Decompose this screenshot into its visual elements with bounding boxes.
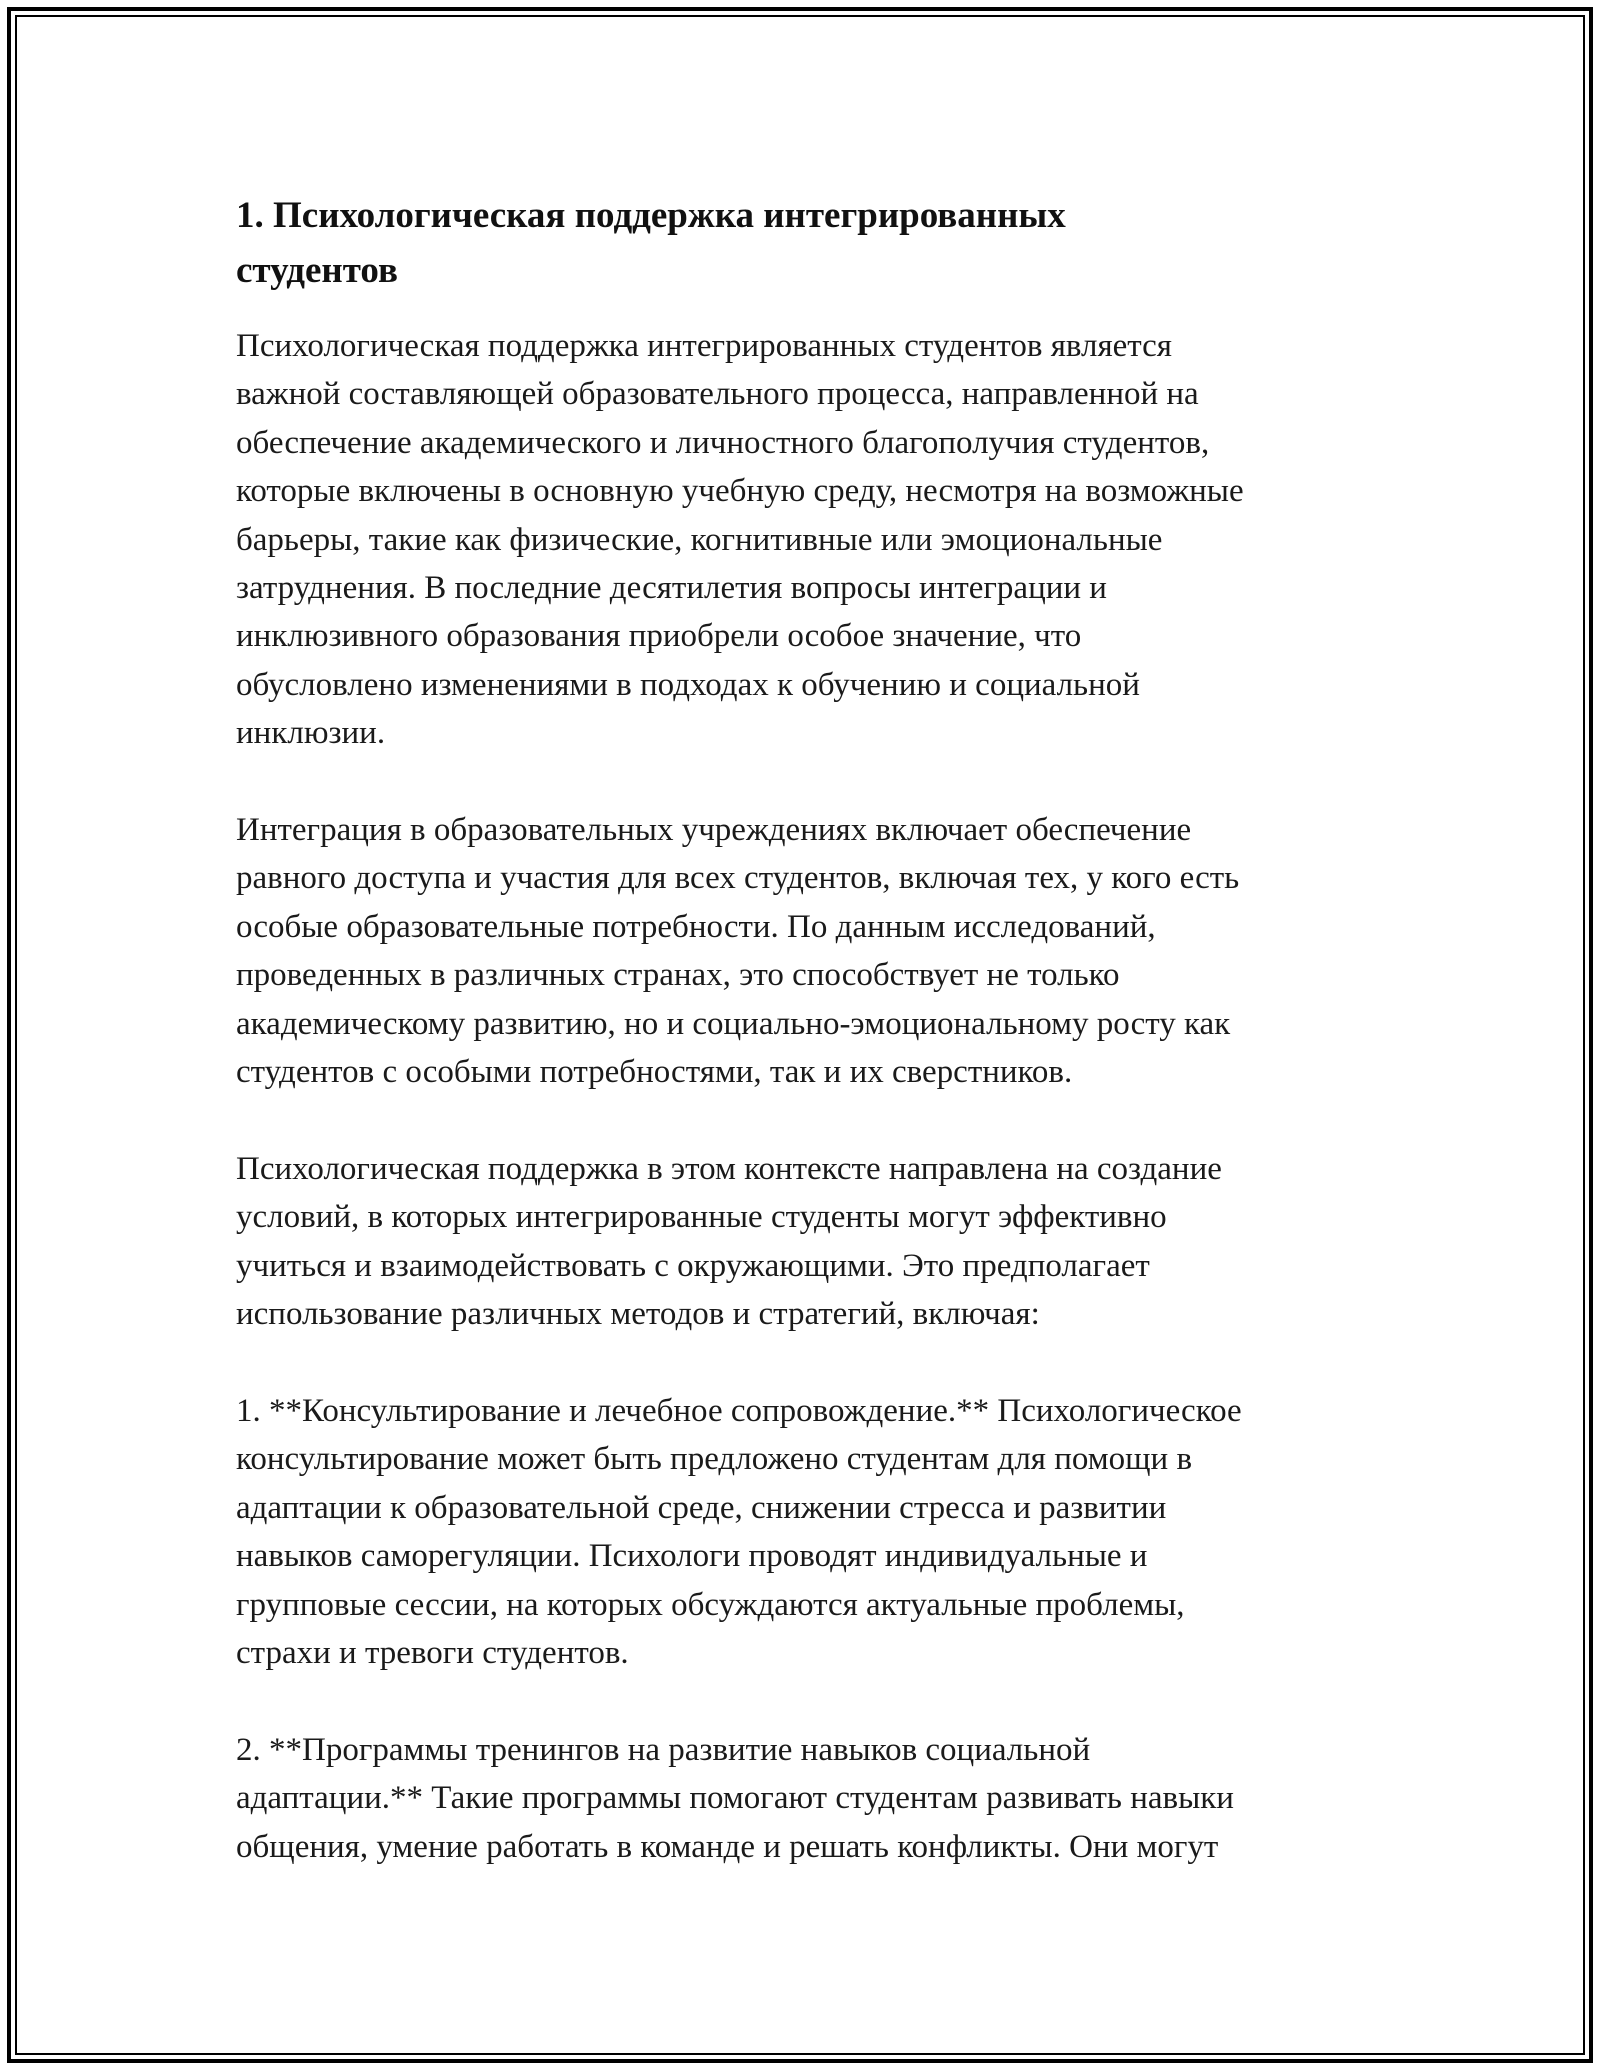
list-item-training-programs: 2. **Программы тренингов на развитие навыков социальной адаптации.** Такие программы помогают студентам развивать навыки общения, умение работать в команде и решать конфликты. Они могут [236,1731,1234,1865]
section-heading: 1. Психологическая поддержка интегрированных студентов [236,195,1066,291]
paragraph-intro: Психологическая поддержка интегрированных студентов является важной составляющей образовательного процесса, направленной на обеспечение академического и личностного благополучия студентов, которые включены в основную учебную среду, несмотря на возможные барьеры, такие как физические, когнитивные или эмоциональные затруднения. В последние десятилетия вопросы интеграции и инклюзивного образования приобрели особое значение, что обусловлено изменениями в подходах к обучению и социальной инклюзии. [236,328,1244,752]
list-item-counseling: 1. **Консультирование и лечебное сопровождение.** Психологическое консультирование может быть предложено студентам для помощи в адаптации к образовательной среде, снижении стресса и развитии навыков саморегуляции. Психологи проводят индивидуальные и групповые сессии, на которых обсуждаются актуальные проблемы, страхи и тревоги студентов. [236,1392,1242,1671]
document-body [236,188,1386,1871]
paragraph-integration: Интеграция в образовательных учреждениях включает обеспечение равного доступа и участия для всех студентов, включая тех, у кого есть особые образовательные потребности. По данным исследований, проведенных в различных странах, это способствует не только академическому развитию, но и социально-эмоциональному росту как студентов с особыми потребностями, так и их сверстников. [236,812,1240,1091]
paragraph-support-methods: Психологическая поддержка в этом контексте направлена на создание условий, в которых интегрированные студенты могут эффективно учиться и взаимодействовать с окружающими. Это предполагает использование различных методов и стратегий, включая: [236,1150,1222,1333]
